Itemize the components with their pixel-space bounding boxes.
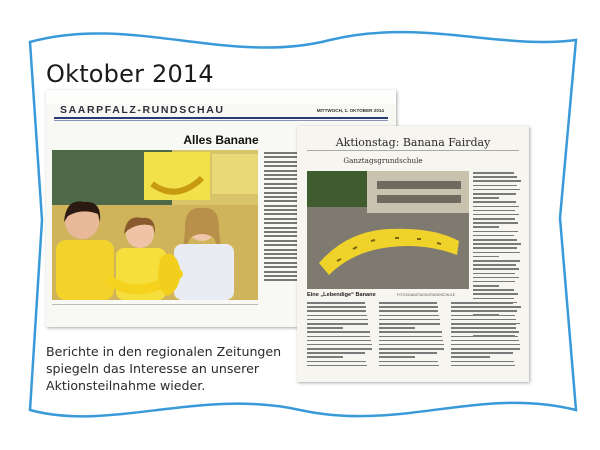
text-line: [451, 344, 520, 346]
clipping-top-strip: [46, 90, 396, 104]
text-line: [473, 226, 499, 228]
newspaper-date: MITTWOCH, 1. OKTOBER 2014: [316, 108, 384, 113]
text-line: [451, 336, 518, 338]
text-line: [451, 310, 514, 312]
text-line: [473, 201, 516, 203]
text-line: [473, 285, 499, 287]
text-line: [379, 365, 439, 367]
text-line: [379, 306, 438, 308]
text-line: [379, 327, 415, 329]
headline-rule: [307, 150, 519, 151]
text-line: [379, 348, 444, 350]
text-line: [473, 172, 514, 174]
photo-rule: [52, 304, 258, 305]
text-line: [379, 310, 438, 312]
text-line: [473, 247, 517, 249]
text-line: [451, 352, 513, 354]
text-line: [473, 206, 519, 208]
text-line: [473, 277, 519, 279]
text-line: [307, 306, 366, 308]
text-line: [473, 273, 515, 275]
text-line: [379, 344, 444, 346]
text-line: [307, 361, 366, 363]
newspaper-masthead: SAARPFALZ-RUNDSCHAU: [60, 104, 225, 116]
text-line: [307, 356, 343, 358]
text-line: [473, 264, 516, 266]
text-line: [379, 315, 439, 317]
text-line: [451, 331, 518, 333]
text-line: [379, 302, 437, 304]
text-line: [473, 289, 514, 291]
slide-caption: Berichte in den regionalen Zeitungen spiegeln das Interesse an unserer Aktionsteilnahme wieder.: [46, 344, 282, 393]
text-line: [451, 319, 515, 321]
text-line: [307, 310, 366, 312]
school-building: [367, 171, 469, 213]
trees: [307, 171, 367, 207]
building-windows-2: [377, 195, 461, 203]
text-line: [473, 239, 517, 241]
girl-right-shirt: [174, 244, 234, 300]
text-line: [473, 222, 518, 224]
text-line: [451, 323, 516, 325]
article-column-middle: [379, 302, 445, 369]
text-line: [473, 298, 514, 300]
text-line: [473, 218, 515, 220]
text-line: [307, 319, 368, 321]
text-line: [473, 231, 518, 233]
newspaper-clipping-aktionstag: [297, 126, 529, 382]
text-line: [379, 331, 442, 333]
slide-title: Oktober 2014: [46, 60, 214, 88]
text-line: [473, 176, 517, 178]
photo-credit: FOTO/GANZTAGSGRUNDSCHULE: [397, 293, 456, 297]
text-line: [473, 281, 515, 283]
text-line: [451, 315, 515, 317]
text-line: [451, 365, 515, 367]
text-line: [307, 302, 365, 304]
text-line: [307, 365, 367, 367]
photo-illustration: [307, 171, 469, 289]
text-line: [379, 323, 440, 325]
text-line: [473, 268, 519, 270]
article-column-third: [451, 302, 521, 369]
text-line: [379, 361, 438, 363]
text-line: [473, 260, 520, 262]
text-line: [473, 193, 516, 195]
text-line: [451, 327, 490, 329]
poster-right: [212, 154, 258, 194]
text-line: [473, 180, 521, 182]
text-line: [307, 344, 372, 346]
text-line: [379, 319, 440, 321]
text-line: [473, 256, 499, 258]
text-line: [473, 185, 517, 187]
text-line: [379, 340, 443, 342]
text-line: [379, 356, 415, 358]
masthead-rule-thin: [54, 120, 388, 121]
article-subheadline: Ganztagsgrundschule: [343, 156, 423, 165]
text-line: [451, 356, 490, 358]
article-headline: Alles Banane: [183, 133, 259, 147]
text-line: [451, 340, 519, 342]
article-headline: Aktionstag: Banana Fairday: [335, 136, 491, 149]
text-line: [307, 315, 367, 317]
text-line: [379, 336, 442, 338]
text-line: [379, 352, 437, 354]
text-line: [473, 214, 519, 216]
girl-left-shirt: [56, 240, 114, 300]
text-line: [307, 348, 372, 350]
building-windows: [377, 181, 461, 189]
text-line: [451, 306, 513, 308]
text-line: [473, 252, 520, 254]
text-line: [473, 293, 518, 295]
text-line: [473, 189, 520, 191]
masthead-rule: [54, 117, 388, 119]
text-line: [473, 210, 515, 212]
text-line: [473, 197, 499, 199]
article-column-left: [307, 302, 373, 369]
text-line: [473, 235, 514, 237]
text-line: [307, 352, 365, 354]
text-line: [451, 302, 513, 304]
photo-illustration: [52, 150, 258, 300]
text-line: [307, 327, 343, 329]
text-line: [451, 348, 520, 350]
text-line: [473, 243, 521, 245]
text-line: [307, 336, 370, 338]
text-line: [307, 323, 368, 325]
article-photo-living-banana: [307, 171, 469, 289]
photo-caption: Eine „Lebendige“ Banane: [307, 292, 376, 298]
text-line: [307, 340, 371, 342]
article-photo-girls-with-banana: [52, 150, 258, 300]
text-line: [307, 331, 370, 333]
text-line: [451, 361, 514, 363]
